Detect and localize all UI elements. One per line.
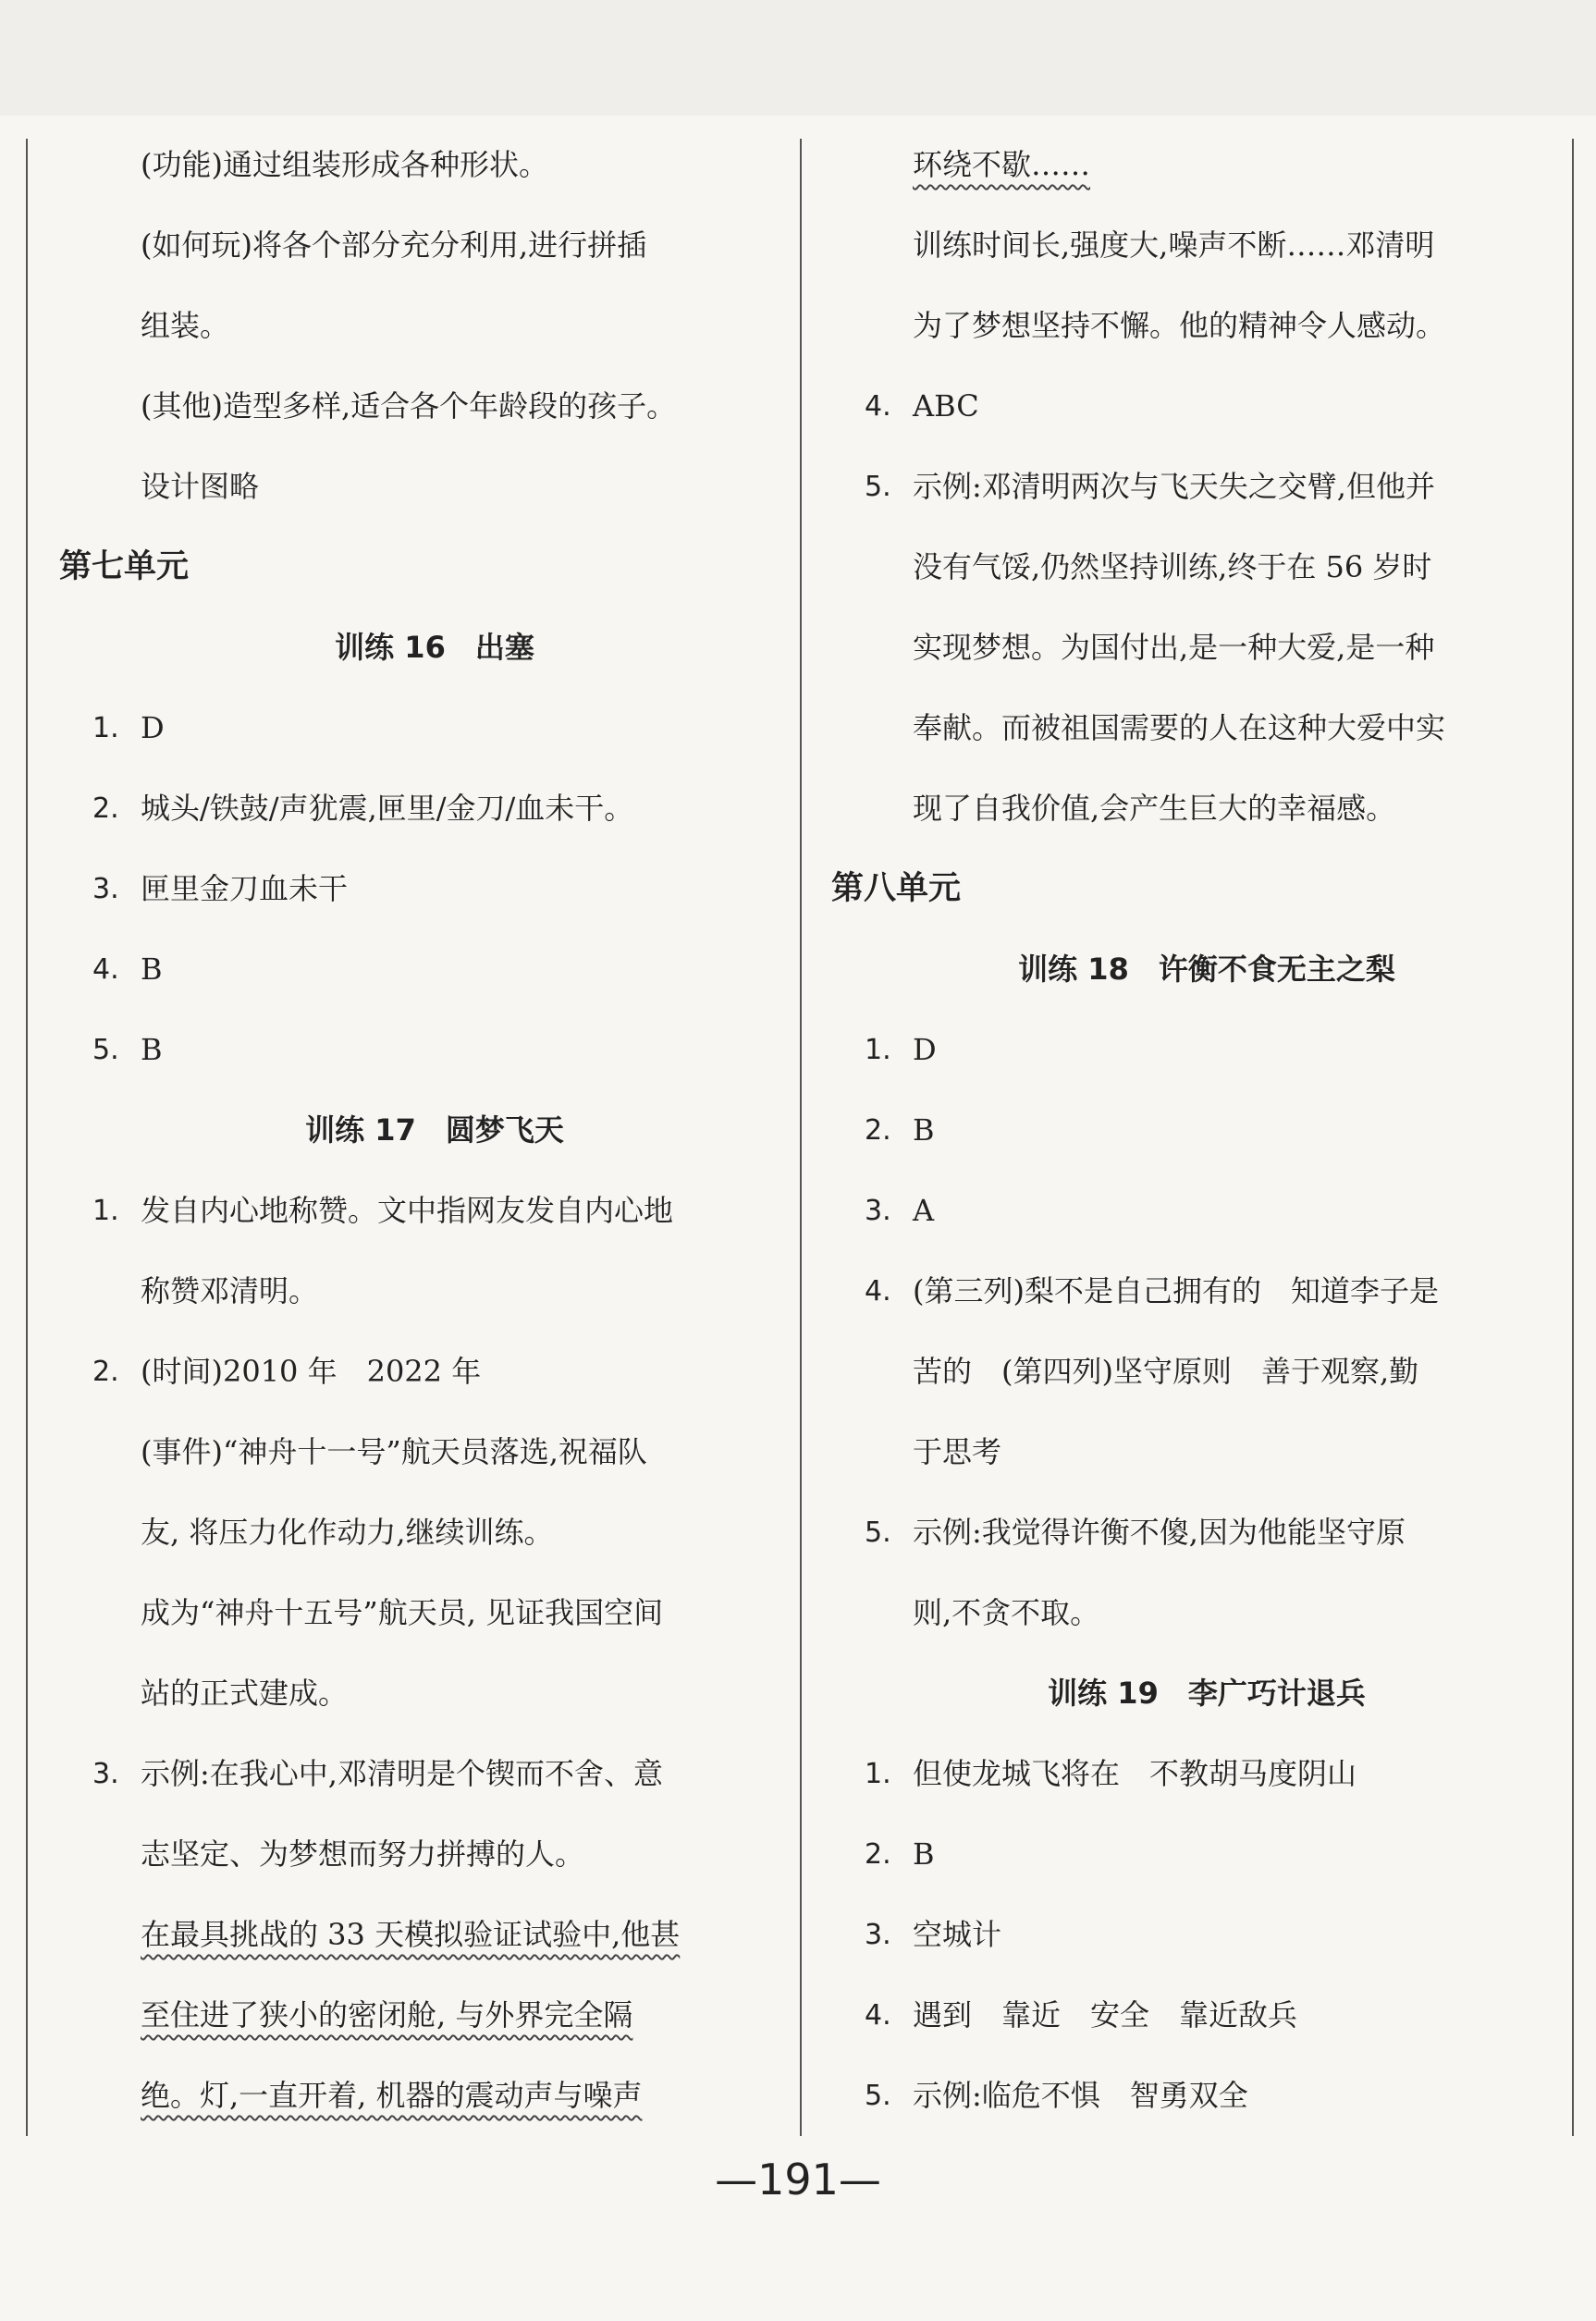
item-number: 3. bbox=[92, 873, 119, 905]
item-text: D bbox=[913, 1032, 937, 1067]
underlined-text-line bbox=[92, 1895, 777, 1975]
item-number: 1. bbox=[92, 1195, 119, 1227]
line-text: 实现梦想。为国付出,是一种大爱,是一种 bbox=[913, 630, 1435, 665]
answer-item bbox=[92, 688, 777, 768]
underlined-text-line bbox=[865, 125, 1549, 205]
continuation-text-line bbox=[865, 768, 1549, 849]
item-text: B bbox=[913, 1836, 935, 1872]
continuation-text-line bbox=[865, 1573, 1549, 1653]
item-number: 1. bbox=[92, 712, 119, 744]
continuation-text-line bbox=[865, 205, 1549, 286]
item-number: 2. bbox=[865, 1114, 891, 1147]
item-number: 5. bbox=[865, 2080, 891, 2112]
item-number: 5. bbox=[92, 1034, 119, 1066]
answer-item bbox=[92, 1332, 777, 1412]
answer-item bbox=[865, 1895, 1549, 1975]
item-text: 示例:邓清明两次与飞天失之交臂,但他并 bbox=[913, 469, 1435, 504]
continuation-text-line bbox=[92, 286, 777, 366]
answer-item bbox=[92, 1010, 777, 1090]
training-heading: 训练 17 圆梦飞天 bbox=[305, 1112, 564, 1148]
answer-item bbox=[865, 1975, 1549, 2056]
line-text: 设计图略 bbox=[141, 469, 260, 504]
item-text: 示例:临危不惧 智勇双全 bbox=[913, 2078, 1248, 2113]
continuation-text-line bbox=[92, 1492, 777, 1573]
continuation-text-line bbox=[92, 1251, 777, 1332]
item-number: 2. bbox=[865, 1838, 891, 1871]
right-margin-line bbox=[1572, 139, 1574, 2136]
item-text: 城头/铁鼓/声犹震,匣里/金刀/血未干。 bbox=[141, 791, 634, 826]
continuation-text-line bbox=[865, 1412, 1549, 1492]
continuation-text-line bbox=[865, 286, 1549, 366]
continuation-text-line bbox=[865, 1332, 1549, 1412]
line-text: (其他)造型多样,适合各个年龄段的孩子。 bbox=[141, 388, 677, 424]
continuation-text-line bbox=[92, 1653, 777, 1734]
item-number: 4. bbox=[865, 1999, 891, 2032]
answer-item bbox=[92, 1734, 777, 1814]
continuation-text-line bbox=[865, 688, 1549, 768]
line-text: 训练时间长,强度大,噪声不断……邓清明 bbox=[913, 227, 1435, 263]
item-number: 3. bbox=[92, 1758, 119, 1790]
line-text: 没有气馁,仍然坚持训练,终于在 56 岁时 bbox=[913, 549, 1432, 584]
item-number: 3. bbox=[865, 1919, 891, 1951]
right-answer-column bbox=[831, 125, 1549, 2136]
item-text: (第三列)梨不是自己拥有的 知道李子是 bbox=[913, 1273, 1439, 1308]
item-text: 匣里金刀血未干 bbox=[141, 871, 349, 906]
line-text: (功能)通过组装形成各种形状。 bbox=[141, 147, 548, 182]
line-text: (事件)“神舟十一号”航天员落选,祝福队 bbox=[141, 1434, 647, 1469]
answer-item bbox=[865, 1814, 1549, 1895]
line-text: (如何玩)将各个部分充分利用,进行拼插 bbox=[141, 227, 647, 263]
line-text: 志坚定、为梦想而努力拼搏的人。 bbox=[141, 1836, 585, 1872]
item-text: 但使龙城飞将在 不教胡马度阴山 bbox=[913, 1756, 1357, 1791]
continuation-text-line bbox=[865, 608, 1549, 688]
line-text: 在最具挑战的 33 天模拟验证试验中,他甚 bbox=[141, 1917, 681, 1952]
item-text: 空城计 bbox=[913, 1917, 1002, 1952]
continuation-text-line bbox=[92, 1573, 777, 1653]
line-text: 苦的 (第四列)坚守原则 善于观察,勤 bbox=[913, 1354, 1419, 1389]
unit-heading: 第七单元 bbox=[59, 548, 190, 585]
item-number: 2. bbox=[92, 792, 119, 825]
item-text: 发自内心地称赞。文中指网友发自内心地 bbox=[141, 1193, 674, 1228]
item-number: 4. bbox=[92, 953, 119, 986]
item-number: 5. bbox=[865, 471, 891, 503]
item-number: 2. bbox=[92, 1356, 119, 1388]
line-text: 成为“神舟十五号”航天员, 见证我国空间 bbox=[141, 1595, 664, 1630]
page-number: —191— bbox=[715, 2155, 881, 2204]
continuation-text-line bbox=[92, 366, 777, 447]
continuation-text-line bbox=[92, 1814, 777, 1895]
center-divider-line bbox=[800, 139, 802, 2136]
left-answer-column bbox=[59, 125, 777, 2136]
top-shadow-band bbox=[0, 0, 1596, 116]
item-number: 1. bbox=[865, 1034, 891, 1066]
continuation-text-line bbox=[92, 205, 777, 286]
item-text: ABC bbox=[913, 388, 979, 424]
answer-item bbox=[865, 2056, 1549, 2136]
answer-item bbox=[92, 1171, 777, 1251]
line-text: 绝。灯,一直开着, 机器的震动声与噪声 bbox=[141, 2078, 643, 2113]
answer-item bbox=[865, 366, 1549, 447]
line-text: 奉献。而被祖国需要的人在这种大爱中实 bbox=[913, 710, 1446, 745]
line-text: 组装。 bbox=[141, 308, 230, 343]
item-number: 4. bbox=[865, 1275, 891, 1308]
line-text: 至住进了狭小的密闭舱, 与外界完全隔 bbox=[141, 1997, 633, 2032]
unit-heading: 第八单元 bbox=[831, 870, 962, 907]
answer-item bbox=[865, 1171, 1549, 1251]
answer-item bbox=[865, 447, 1549, 527]
underlined-text-line bbox=[92, 2056, 777, 2136]
answer-item bbox=[865, 1010, 1549, 1090]
item-number: 5. bbox=[865, 1517, 891, 1549]
line-text: 现了自我价值,会产生巨大的幸福感。 bbox=[913, 791, 1396, 826]
item-text: B bbox=[141, 1032, 163, 1067]
line-text: 友, 将压力化作动力,继续训练。 bbox=[141, 1515, 554, 1550]
item-text: B bbox=[141, 952, 163, 987]
item-text: 示例:在我心中,邓清明是个锲而不舍、意 bbox=[141, 1756, 663, 1791]
item-text: B bbox=[913, 1112, 935, 1148]
item-text: (时间)2010 年 2022 年 bbox=[141, 1354, 482, 1389]
item-text: A bbox=[913, 1193, 935, 1228]
training-heading: 训练 16 出塞 bbox=[335, 630, 534, 665]
item-number: 4. bbox=[865, 390, 891, 423]
line-text: 称赞邓清明。 bbox=[141, 1273, 319, 1308]
answer-item bbox=[92, 768, 777, 849]
continuation-text-line bbox=[92, 1412, 777, 1492]
continuation-text-line bbox=[92, 125, 777, 205]
line-text: 则,不贪不取。 bbox=[913, 1595, 1100, 1630]
line-text: 于思考 bbox=[913, 1434, 1002, 1469]
item-number: 3. bbox=[865, 1195, 891, 1227]
continuation-text-line bbox=[865, 527, 1549, 608]
training-heading: 训练 19 李广巧计退兵 bbox=[1048, 1676, 1366, 1711]
item-text: 遇到 靠近 安全 靠近敌兵 bbox=[913, 1997, 1298, 2032]
line-text: 环绕不歇…… bbox=[913, 147, 1091, 182]
answer-item bbox=[865, 1492, 1549, 1573]
line-text: 站的正式建成。 bbox=[141, 1676, 349, 1711]
continuation-text-line bbox=[92, 447, 777, 527]
item-number: 1. bbox=[865, 1758, 891, 1790]
answer-item bbox=[92, 849, 777, 929]
item-text: 示例:我觉得许衡不傻,因为他能坚守原 bbox=[913, 1515, 1406, 1550]
answer-item bbox=[92, 929, 777, 1010]
line-text: 为了梦想坚持不懈。他的精神令人感动。 bbox=[913, 308, 1446, 343]
answer-item bbox=[865, 1251, 1549, 1332]
answer-item bbox=[865, 1090, 1549, 1171]
left-margin-line bbox=[26, 139, 28, 2136]
underlined-text-line bbox=[92, 1975, 777, 2056]
answer-item bbox=[865, 1734, 1549, 1814]
item-text: D bbox=[141, 710, 165, 745]
training-heading: 训练 18 许衡不食无主之梨 bbox=[1018, 952, 1395, 987]
